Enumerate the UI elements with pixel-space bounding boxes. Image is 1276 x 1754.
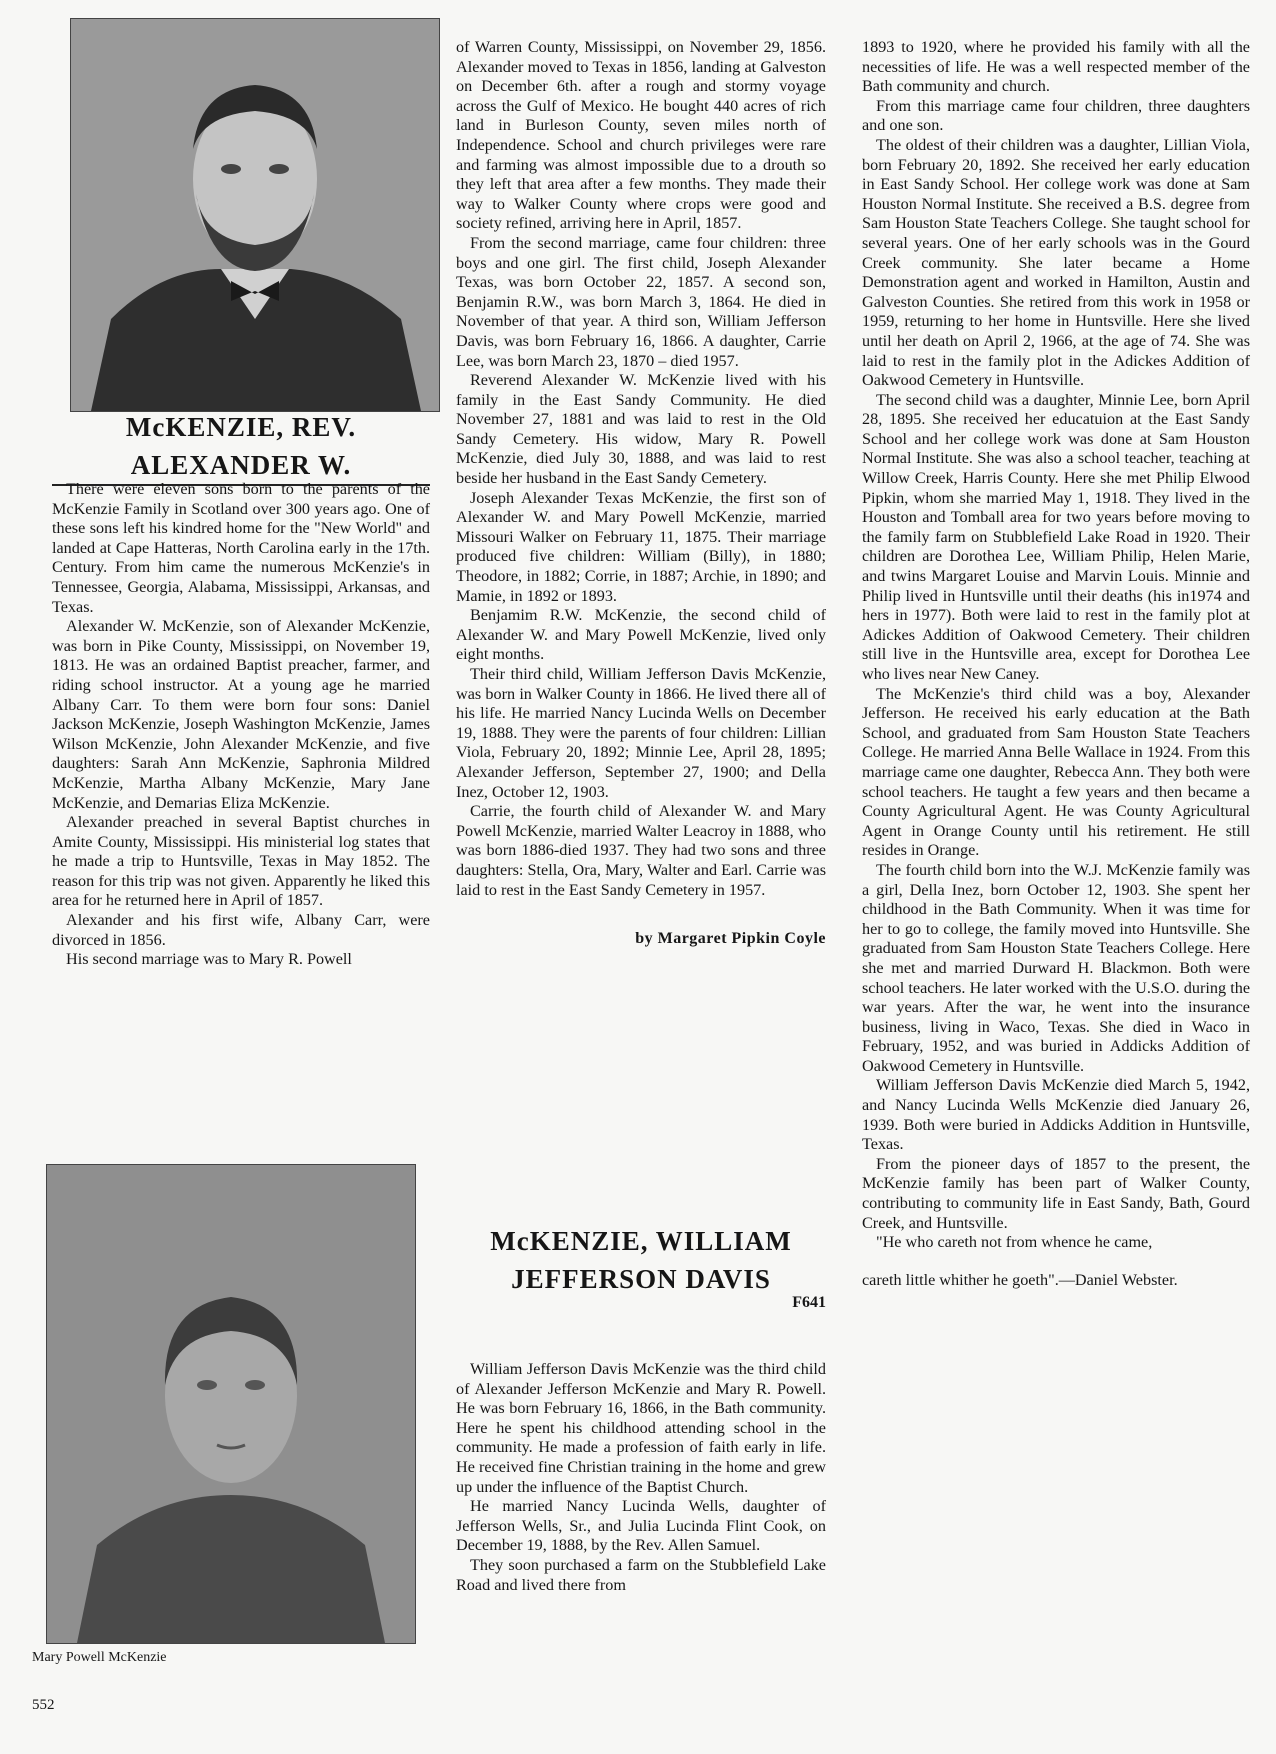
- paragraph: The fourth child born into the W.J. McKenzie family was a girl, Della Inez, born October 12, 1903. She spent her childhood in the Bath Community. When it was time for her to go to college, the family moved into Huntsville. She graduated from Sam Houston State Teachers College. Here she met and married Durward H. Blackmon. Both were school teachers. He later worked with the U.S.O. during the war years. After the war, he went into the insurance business, living in Waco, Texas. She died in Waco in February, 1952, and was buried in Addicks Addition of Oakwood Cemetery in Huntsville.: [862, 860, 1250, 1075]
- paragraph: Reverend Alexander W. McKenzie lived with his family in the East Sandy Community. He died November 27, 1881 and was laid to rest in the Old Sandy Cemetery. His widow, Mary R. Powell McKenzie, died July 30, 1888, and was laid to rest beside her husband in the East Sandy Cemetery.: [456, 371, 826, 488]
- paragraph: From the pioneer days of 1857 to the present, the McKenzie family has been part of Walker County, contributing to community life in East Sandy, Bath, Gourd Creek, and Huntsville.: [862, 1154, 1250, 1232]
- column-2-article-2: [456, 1360, 826, 1595]
- column-1: [52, 480, 430, 970]
- paragraph: Alexander preached in several Baptist churches in Amite County, Mississippi. His ministerial log states that he made a trip to Huntsville, Texas in May 1852. The reason for this trip was not given. Apparently he liked this area for he returned here in April of 1857.: [52, 813, 430, 910]
- paragraph: They soon purchased a farm on the Stubblefield Lake Road and lived there from: [456, 1555, 826, 1594]
- paragraph: His second marriage was to Mary R. Powell: [66, 950, 352, 969]
- paragraph: He married Nancy Lucinda Wells, daughter of Jefferson Wells, Sr., and Julia Lucinda Flint Cook, on December 19, 1888, by the Rev. Allen Samuel.: [456, 1497, 826, 1555]
- paragraph: Alexander and his first wife, Albany Carr, were divorced in 1856.: [52, 911, 430, 949]
- paragraph: From the second marriage, came four children: three boys and one girl. The first child, Joseph Alexander Texas, was born October 22, 1857. A second son, Benjamin R.W., was born March 3, 1864. He died in November of that year. A third son, William Jefferson Davis, was born February 16, 1866. A daughter, Carrie Lee, was born March 23, 1870 – died 1957.: [456, 233, 826, 370]
- paragraph: There were eleven sons born to the parents of the McKenzie Family in Scotland over 300 years ago. One of these sons left his kindred home for the "New World" and landed at Cape Hatteras, North Carolina early in the 17th. Century. From him came the numerous McKenzie's in Tennessee, Georgia, Alabama, Mississippi, Arkansas, and Texas.: [52, 480, 430, 616]
- headline-line-2: ALEXANDER W.: [130, 450, 352, 480]
- headline-line-1: McKENZIE, WILLIAM: [490, 1226, 792, 1256]
- paragraph: The McKenzie's third child was a boy, Alexander Jefferson. He received his early education at the Bath School, and graduated from Sam Houston State Teachers College. He married Anna Belle Wallace in 1924. From this marriage came one daughter, Rebecca Ann. They both were school teachers. He taught a few years and then became a County Agricultural Agent. He was County Agricultural Agent in Orange County until his retirement. He still resides in Orange.: [862, 684, 1250, 860]
- paragraph: William Jefferson Davis McKenzie died March 5, 1942, and Nancy Lucinda Wells McKenzie died January 26, 1939. Both were buried in Addicks Addition in Huntsville, Texas.: [862, 1076, 1250, 1154]
- quote-attribution: careth little whither he goeth".—Daniel Webster.: [862, 1270, 1178, 1289]
- portrait-photo-alexander: [70, 18, 440, 412]
- paragraph: Their third child, William Jefferson Davis McKenzie, was born in Walker County in 1866. He lived there all of his life. He married Nancy Lucinda Wells on December 19, 1888. They were the parents of four children: Lillian Viola, February 20, 1892; Minnie Lee, April 28, 1895; Alexander Jefferson, September 27, 1900; and Della Inez, October 12, 1903.: [456, 665, 826, 801]
- paragraph: William Jefferson Davis McKenzie was the third child of Alexander Jefferson McKenzie and Mary R. Powell. He was born February 16, 1866, in the Bath community. Here he spent his childhood attending school in the community. He made a profession of faith early in life. He received fine Christian training in the home and grew up under the influence of the Baptist Church.: [456, 1360, 826, 1496]
- paragraph: Alexander W. McKenzie, son of Alexander McKenzie, was born in Pike County, Mississippi, on November 19, 1813. He was an ordained Baptist preacher, farmer, and riding school instructor. At a young age he married Albany Carr. To them were born four sons: Daniel Jackson McKenzie, Joseph Washington McKenzie, James Wilson McKenzie, John Alexander McKenzie, and five daughters: Sarah Ann McKenzie, Saphronia Mildred McKenzie, Martha Albany McKenzie, Mary Jane McKenzie, and Demarias Eliza McKenzie.: [52, 617, 430, 812]
- photo-caption: Mary Powell McKenzie: [32, 1650, 167, 1665]
- reference-code: F641: [792, 1294, 826, 1311]
- portrait-photo-mary: [46, 1164, 416, 1644]
- column-2: [456, 38, 826, 948]
- paragraph: Benjamim R.W. McKenzie, the second child of Alexander W. and Mary Powell McKenzie, lived only eight months.: [456, 606, 826, 664]
- paragraph: From this marriage came four children, three daughters and one son.: [862, 96, 1250, 135]
- byline: by Margaret Pipkin Coyle: [635, 930, 826, 948]
- paragraph: Carrie, the fourth child of Alexander W. and Mary Powell McKenzie, married Walter Leacroy in 1888, who was born 1886-died 1937. They had two sons and three daughters: Stella, Ora, Mary, Walter and Earl. Carrie was laid to rest in the East Sandy Cemetery in 1957.: [456, 802, 826, 899]
- paragraph: Joseph Alexander Texas McKenzie, the first son of Alexander W. and Mary Powell McKenzie, married Missouri Walker on February 11, 1875. Their marriage produced five children: William (Billy), in 1880; Theodore, in 1882; Corrie, in 1887; Archie, in 1890; and Mamie, in 1892 or 1893.: [456, 488, 826, 605]
- headline-line-1: McKENZIE, REV.: [125, 412, 357, 442]
- paragraph: of Warren County, Mississippi, on November 29, 1856. Alexander moved to Texas in 1856, landing at Galveston on December 6th. after a rough and stormy voyage across the Gulf of Mexico. He bought 440 acres of rich land in Burleson County, seven miles north of Independence. School and church privileges were rare and farming was almost impossible due to a drouth so they left that area after a few months. They made their way to Walker County where crops were good and society refined, arriving here in April, 1857.: [456, 38, 826, 233]
- paragraph: The oldest of their children was a daughter, Lillian Viola, born February 20, 1892. She received her early education in East Sandy School. Her college work was done at Sam Houston Normal Institute. She received a B.S. degree from Sam Houston State Teachers College. She taught school for several years. One of her early schools was in the Gourd Creek community. She later became a Home Demonstration agent and worked in Hamilton, Austin and Galveston Counties. She retired from this work in 1958 or 1959, returning to her home in Huntsville. Here she lived until her death on April 2, 1966, at the age of 74. She was laid to rest in the family plot in the Adickes Addition of Oakwood Cemetery in Huntsville.: [862, 135, 1250, 390]
- headline-william: [456, 1222, 826, 1312]
- paragraph: The second child was a daughter, Minnie Lee, born April 28, 1895. She received her educatuion at the East Sandy School and her college work was done at Sam Houston Normal Institute. She was also a school teacher, teaching at Willow Creek, Harris County. Here she met Philip Elwood Pipkin, whom she married May 1, 1918. They lived in the Houston and Tomball area for two years before moving to the family farm on Stubblefield Lake Road in 1920. Their children are Dorothea Lee, William Philip, Helen Marie, and twins Margaret Louise and Marvin Louis. Minnie and Philip lived in Huntsville until their deaths (his in1974 and hers in 1977). Both were laid to rest in the family plot at Adickes Addition of Oakwood Cemetery. Their children still live in the Huntsville area, except for Dorothea Lee who lives near New Caney.: [862, 390, 1250, 683]
- headline-line-2: JEFFERSON DAVIS: [511, 1264, 771, 1294]
- headline-alexander: [52, 408, 430, 486]
- paragraph: 1893 to 1920, where he provided his family with all the necessities of life. He was a well respected member of the Bath community and church.: [862, 38, 1250, 96]
- quote: "He who careth not from whence he came,: [876, 1233, 1153, 1252]
- page-number: 552: [32, 1697, 55, 1713]
- column-3: [862, 38, 1250, 1290]
